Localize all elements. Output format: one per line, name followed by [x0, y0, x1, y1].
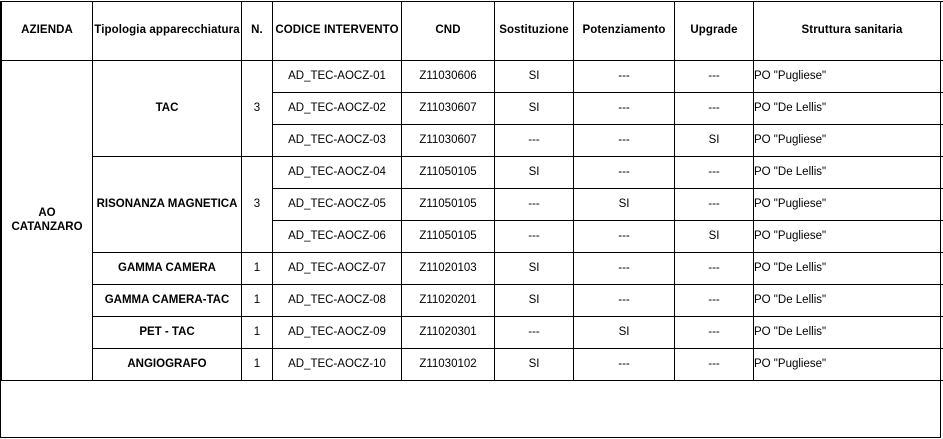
cell-potenziamento: ---	[574, 221, 675, 253]
cell-tipologia: ANGIOGRAFO	[93, 349, 242, 381]
cell-struttura-sanitaria: PO "Pugliese"	[754, 221, 943, 253]
column-header-upgrade: Upgrade	[675, 2, 754, 61]
cell-quantita: 1	[242, 253, 273, 285]
cell-cnd: Z11050105	[402, 157, 495, 189]
cell-sostituzione: SI	[495, 157, 574, 189]
cell-codice-intervento: AD_TEC-AOCZ-03	[273, 125, 402, 157]
cell-upgrade: ---	[675, 93, 754, 125]
cell-upgrade: ---	[675, 317, 754, 349]
cell-struttura-sanitaria: PO "Pugliese"	[754, 125, 943, 157]
cell-codice-intervento: AD_TEC-AOCZ-04	[273, 157, 402, 189]
cell-codice-intervento: AD_TEC-AOCZ-01	[273, 61, 402, 93]
cell-upgrade: ---	[675, 189, 754, 221]
cell-tipologia: PET - TAC	[93, 317, 242, 349]
cell-upgrade: ---	[675, 349, 754, 381]
column-header-n: N.	[242, 2, 273, 61]
table-row	[2, 349, 943, 381]
column-header-codice-intervento: CODICE INTERVENTO	[273, 2, 402, 61]
table-header	[2, 2, 943, 61]
cell-upgrade: ---	[675, 157, 754, 189]
cell-sostituzione: ---	[495, 317, 574, 349]
column-header-tipologia: Tipologia apparecchiatura	[93, 2, 242, 61]
cell-quantita: 1	[242, 317, 273, 349]
cell-azienda: AO CATANZARO	[2, 61, 93, 381]
table-row	[2, 157, 943, 189]
equipment-table	[1, 1, 943, 381]
cell-sostituzione: SI	[495, 253, 574, 285]
cell-codice-intervento: AD_TEC-AOCZ-09	[273, 317, 402, 349]
cell-upgrade: ---	[675, 61, 754, 93]
cell-struttura-sanitaria: PO "Pugliese"	[754, 189, 943, 221]
cell-sostituzione: ---	[495, 125, 574, 157]
cell-potenziamento: ---	[574, 93, 675, 125]
cell-tipologia: GAMMA CAMERA	[93, 253, 242, 285]
cell-codice-intervento: AD_TEC-AOCZ-06	[273, 221, 402, 253]
cell-cnd: Z11050105	[402, 221, 495, 253]
table-body	[2, 61, 943, 381]
cell-cnd: Z11050105	[402, 189, 495, 221]
cell-potenziamento: ---	[574, 125, 675, 157]
table-row	[2, 285, 943, 317]
cell-struttura-sanitaria: PO "De Lellis"	[754, 253, 943, 285]
cell-sostituzione: SI	[495, 61, 574, 93]
cell-cnd: Z11020103	[402, 253, 495, 285]
cell-sostituzione: SI	[495, 93, 574, 125]
table-row	[2, 317, 943, 349]
cell-cnd: Z11020301	[402, 317, 495, 349]
column-header-potenziamento: Potenziamento	[574, 2, 675, 61]
cell-potenziamento: ---	[574, 285, 675, 317]
cell-cnd: Z11030607	[402, 93, 495, 125]
cell-codice-intervento: AD_TEC-AOCZ-10	[273, 349, 402, 381]
cell-tipologia: TAC	[93, 61, 242, 157]
cell-cnd: Z11030102	[402, 349, 495, 381]
cell-struttura-sanitaria: PO "Pugliese"	[754, 349, 943, 381]
cell-codice-intervento: AD_TEC-AOCZ-05	[273, 189, 402, 221]
cell-quantita: 3	[242, 157, 273, 253]
cell-potenziamento: ---	[574, 253, 675, 285]
column-header-azienda: AZIENDA	[2, 2, 93, 61]
cell-tipologia: RISONANZA MAGNETICA	[93, 157, 242, 253]
cell-codice-intervento: AD_TEC-AOCZ-07	[273, 253, 402, 285]
cell-cnd: Z11030607	[402, 125, 495, 157]
cell-upgrade: ---	[675, 253, 754, 285]
document-sheet	[0, 1, 943, 439]
table-row	[2, 253, 943, 285]
cell-cnd: Z11020201	[402, 285, 495, 317]
cell-potenziamento: ---	[574, 349, 675, 381]
cell-quantita: 1	[242, 349, 273, 381]
cell-potenziamento: ---	[574, 157, 675, 189]
cell-potenziamento: ---	[574, 61, 675, 93]
cell-potenziamento: SI	[574, 317, 675, 349]
cell-struttura-sanitaria: PO "De Lellis"	[754, 317, 943, 349]
cell-sostituzione: ---	[495, 221, 574, 253]
cell-struttura-sanitaria: PO "Pugliese"	[754, 61, 943, 93]
cell-cnd: Z11030606	[402, 61, 495, 93]
cell-upgrade: SI	[675, 125, 754, 157]
cell-struttura-sanitaria: PO "De Lellis"	[754, 157, 943, 189]
cell-codice-intervento: AD_TEC-AOCZ-02	[273, 93, 402, 125]
column-header-sostituzione: Sostituzione	[495, 2, 574, 61]
table-header-row	[2, 2, 943, 61]
table-row	[2, 61, 943, 93]
cell-sostituzione: SI	[495, 349, 574, 381]
cell-codice-intervento: AD_TEC-AOCZ-08	[273, 285, 402, 317]
cell-sostituzione: SI	[495, 285, 574, 317]
cell-quantita: 1	[242, 285, 273, 317]
cell-upgrade: ---	[675, 285, 754, 317]
cell-struttura-sanitaria: PO "De Lellis"	[754, 285, 943, 317]
column-header-struttura-sanitaria: Struttura sanitaria	[754, 2, 943, 61]
cell-potenziamento: SI	[574, 189, 675, 221]
column-header-cnd: CND	[402, 2, 495, 61]
cell-quantita: 3	[242, 61, 273, 157]
cell-upgrade: SI	[675, 221, 754, 253]
cell-tipologia: GAMMA CAMERA-TAC	[93, 285, 242, 317]
cell-struttura-sanitaria: PO "De Lellis"	[754, 93, 943, 125]
cell-sostituzione: ---	[495, 189, 574, 221]
